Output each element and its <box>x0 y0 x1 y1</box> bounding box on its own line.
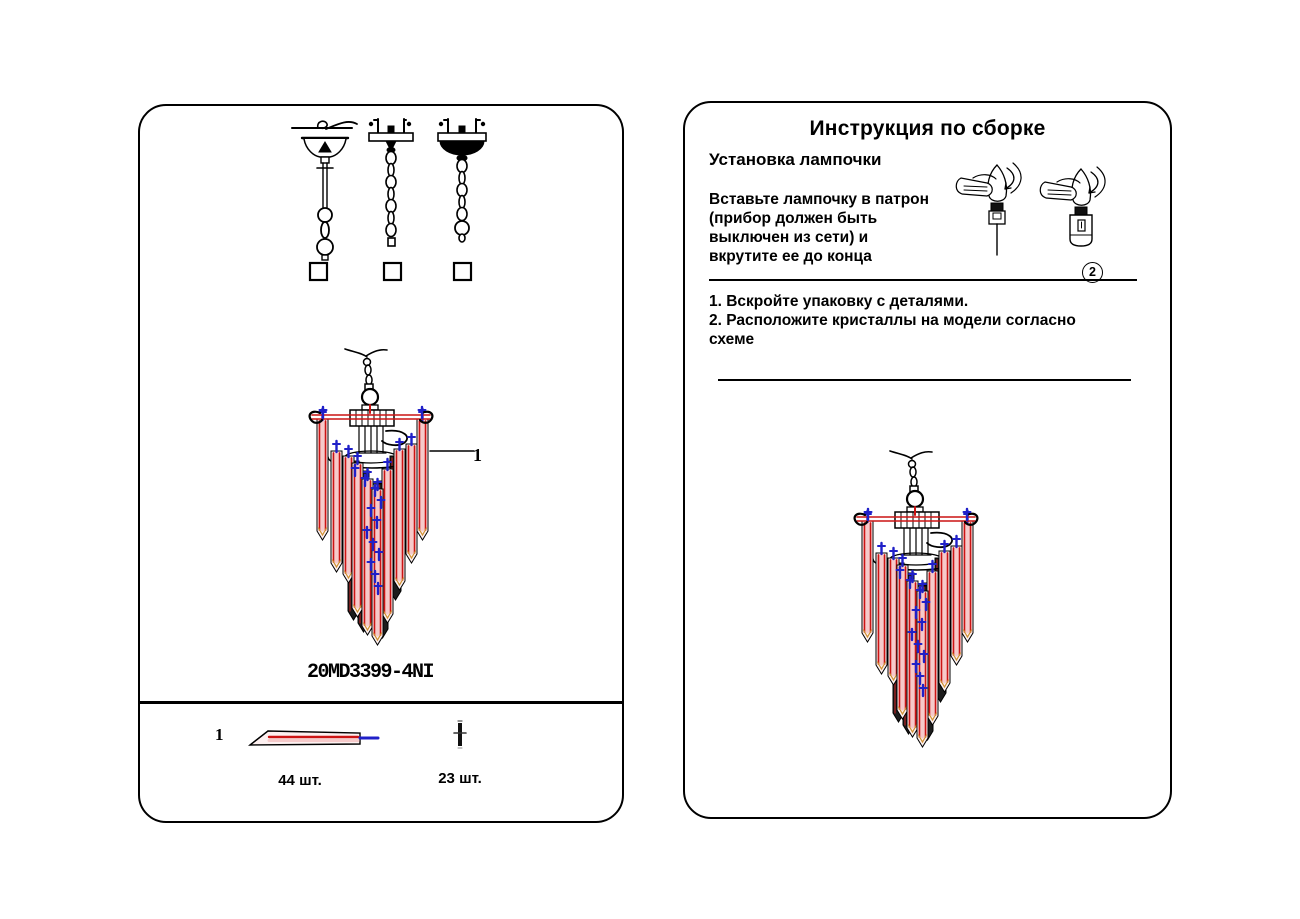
chain-dome-mount <box>438 119 486 242</box>
divider-line <box>718 379 1131 381</box>
hook-mount <box>292 121 357 260</box>
bulb-installation-figure <box>957 159 1132 284</box>
paragraph-line: Вставьте лампочку в патрон <box>709 191 930 208</box>
part1-quantity: 44 шт. <box>278 772 322 789</box>
connector-pin-icon <box>452 720 468 752</box>
chandelier-assembly-diagram <box>262 341 487 671</box>
steps-list <box>709 292 1076 349</box>
instruction-paragraph <box>709 190 929 266</box>
part-index-1: 1 <box>215 725 224 744</box>
chain-bar-mount <box>369 119 413 246</box>
left-panel <box>138 104 624 823</box>
divider-line <box>140 701 622 704</box>
divider-line <box>709 279 1137 281</box>
model-number: 20MD3399-4NI <box>306 661 434 684</box>
mount-option-checkbox-3 <box>454 263 471 280</box>
callout-label-1: 1 <box>473 445 482 465</box>
right-panel <box>683 101 1172 819</box>
mounting-options-figure <box>290 116 490 286</box>
crystal-strip-icon <box>245 725 385 753</box>
figure-number-badge: 2 <box>1082 262 1103 283</box>
section-heading: Установка лампочки <box>709 150 882 169</box>
hand-inserting-bulb-figure-1 <box>956 163 1021 255</box>
paragraph-line: выключен из сети) и <box>709 229 869 246</box>
page-title: Инструкция по сборке <box>809 117 1046 140</box>
paragraph-line: вкрутите ее до конца <box>709 248 872 265</box>
step-line: 2. Расположите кристаллы на модели согласно <box>709 312 1076 329</box>
mount-option-checkbox-1 <box>310 263 327 280</box>
paragraph-line: (прибор должен быть <box>709 210 878 227</box>
step-line: 1. Вскройте упаковку с деталями. <box>709 293 969 310</box>
part2-quantity: 23 шт. <box>438 770 482 787</box>
step-line: схеме <box>709 331 755 348</box>
chandelier-assembly-diagram <box>807 443 1032 773</box>
hand-inserting-bulb-figure-2 <box>1040 167 1105 246</box>
mount-option-checkbox-2 <box>384 263 401 280</box>
